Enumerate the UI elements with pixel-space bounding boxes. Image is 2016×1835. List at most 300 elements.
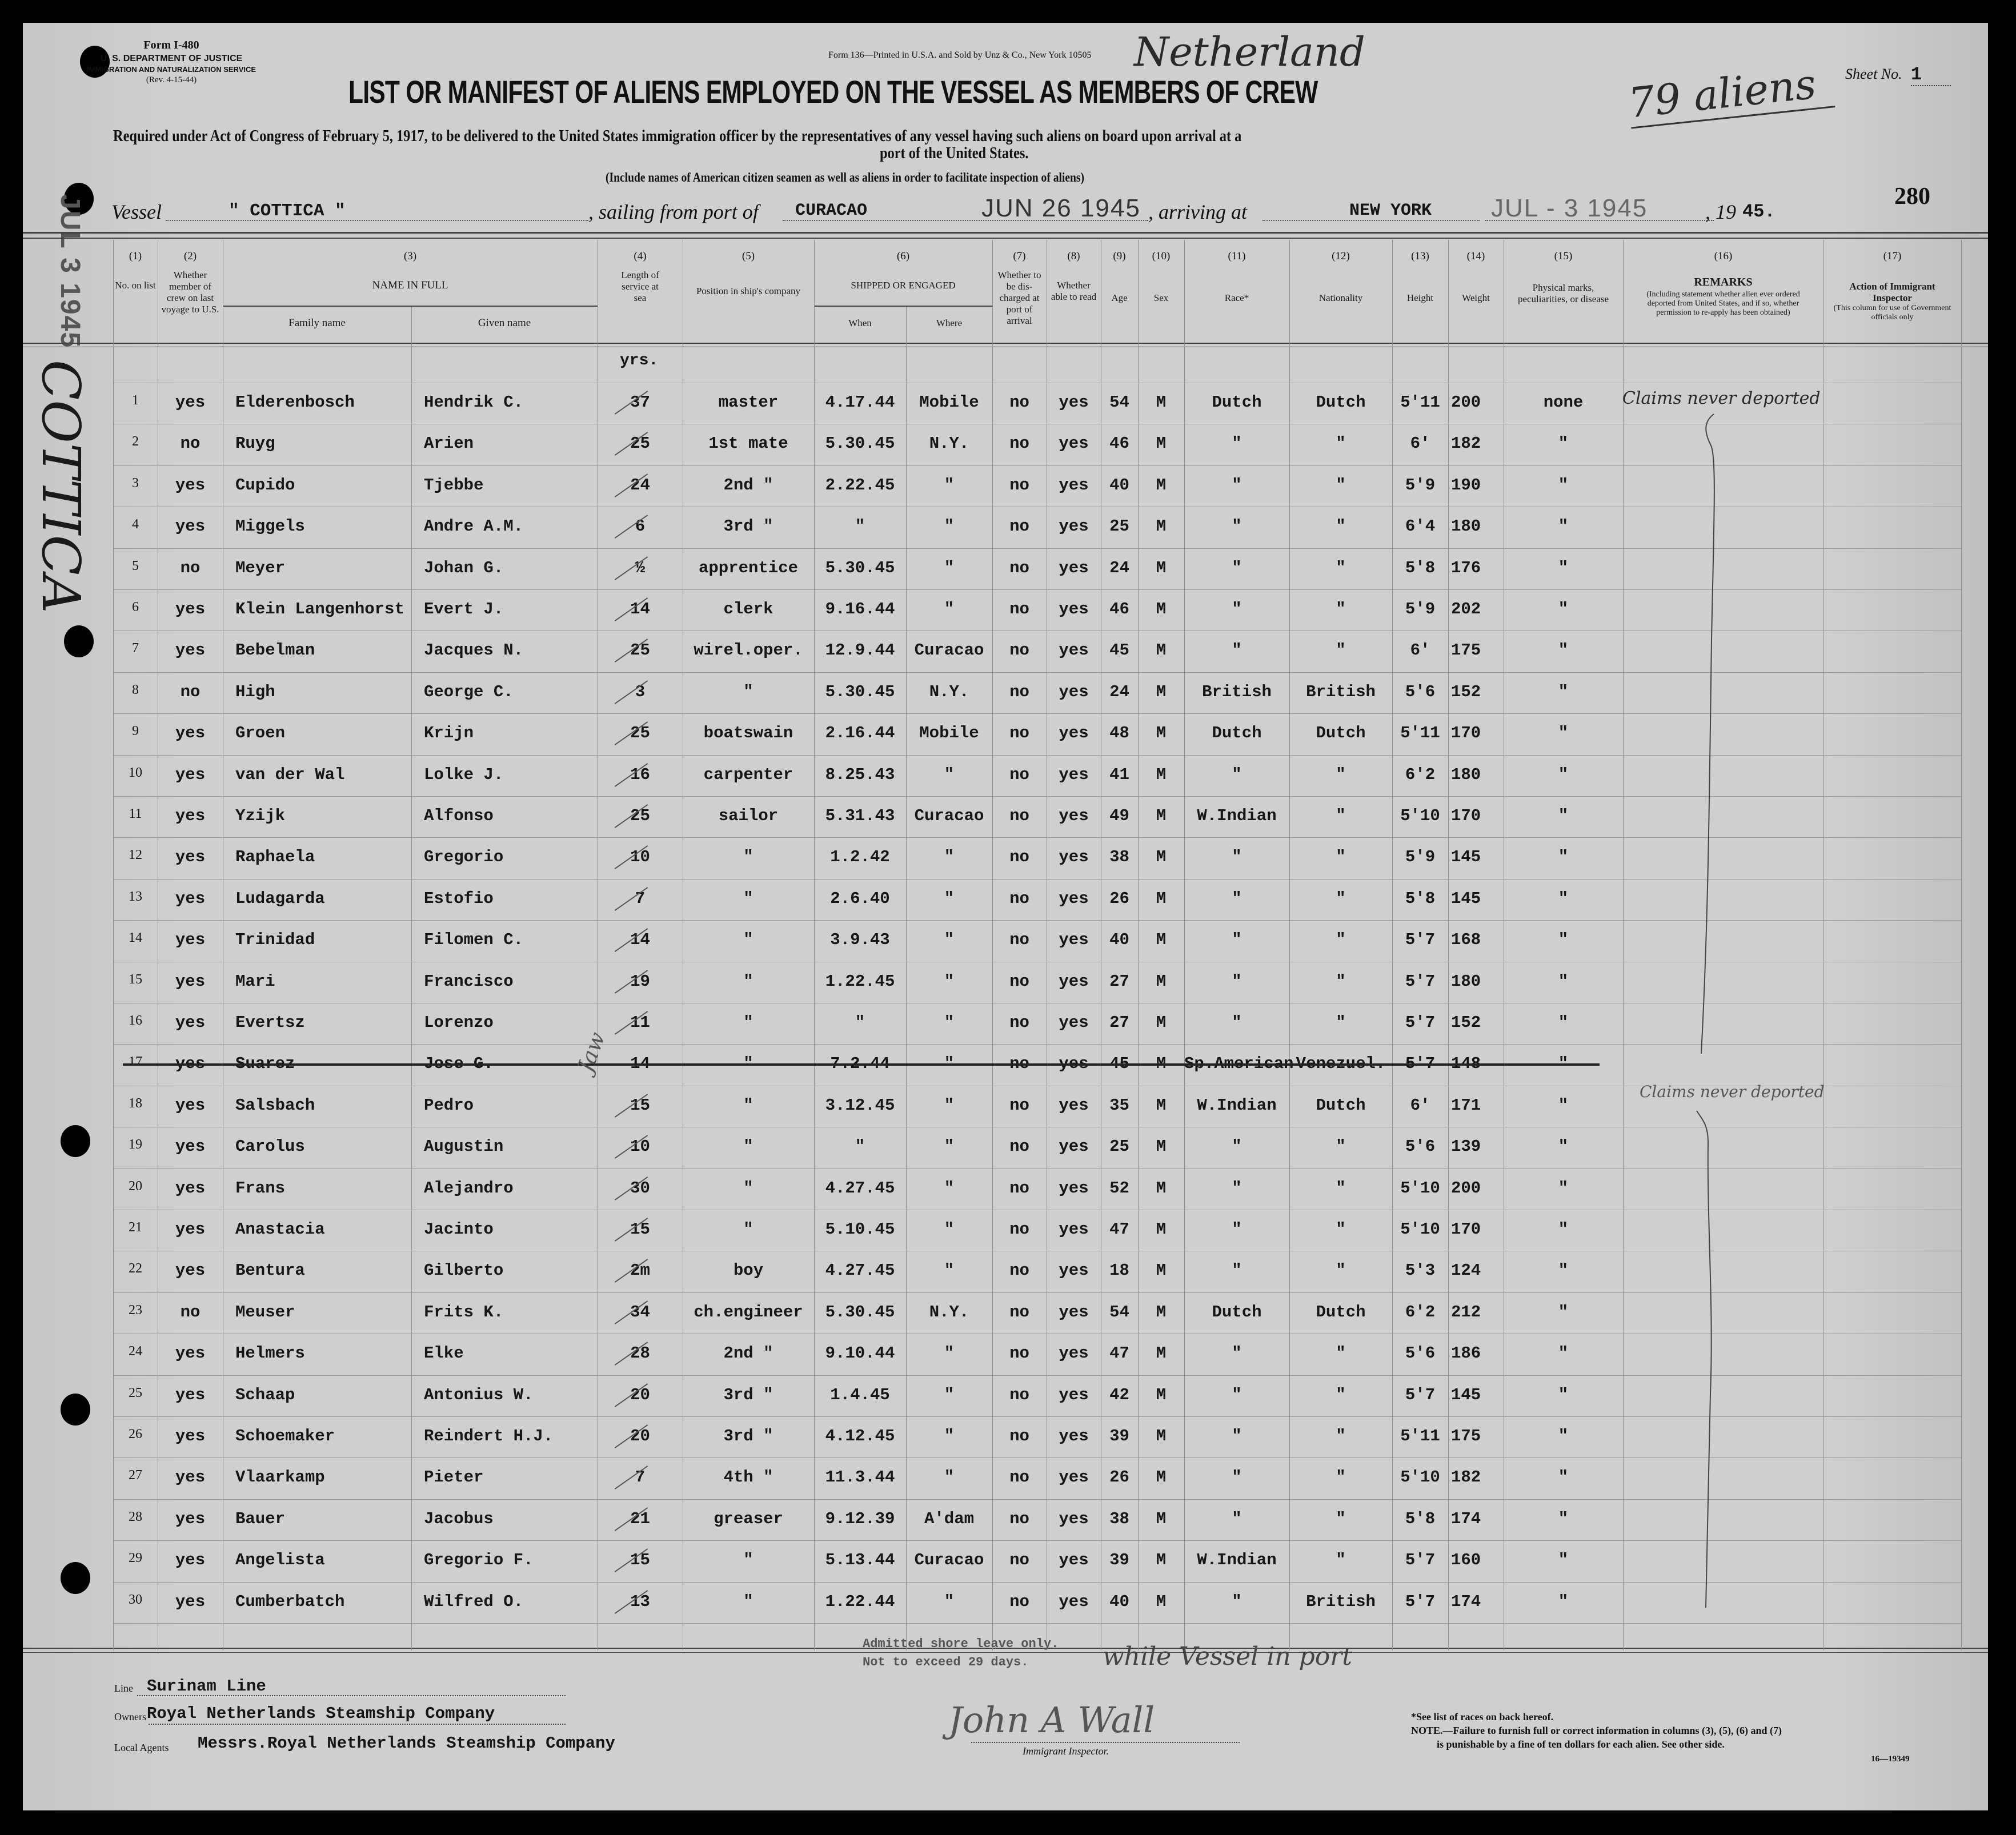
given-name-cell: Pedro: [424, 1096, 474, 1115]
weight-cell: 180: [1451, 972, 1481, 991]
col-1-number: (1): [129, 250, 142, 262]
service-length-cell: 25: [630, 434, 650, 453]
able-to-read-cell: yes: [1059, 724, 1089, 742]
position-cell: 3rd ": [723, 1427, 773, 1445]
physical-marks-cell: ": [1558, 848, 1569, 866]
given-name-cell: Pieter: [424, 1468, 484, 1487]
row-number-cell: 3: [132, 476, 139, 491]
sex-cell: M: [1156, 1303, 1167, 1322]
previous-voyage-cell: yes: [175, 517, 206, 536]
weight-cell: 168: [1451, 930, 1481, 949]
form-code: 16—19349: [1871, 1754, 1910, 1764]
row-number-cell: 18: [129, 1096, 142, 1111]
service-length-cell: 7: [635, 1468, 646, 1487]
service-length-cell: 10: [630, 1137, 650, 1156]
penalty-note-1: NOTE.—Failure to furnish full or correct information in columns (3), (5), (6) and (7): [1411, 1725, 1782, 1736]
row-divider: [113, 1499, 1961, 1500]
physical-marks-cell: ": [1558, 1592, 1569, 1611]
nationality-cell: ": [1336, 641, 1346, 660]
family-name-cell: Mari: [235, 972, 275, 991]
race-cell: ": [1232, 848, 1242, 866]
age-cell: 27: [1109, 972, 1129, 991]
printer-line: [828, 50, 1091, 61]
discharged-cell: no: [1009, 600, 1029, 619]
able-to-read-cell: yes: [1059, 972, 1089, 991]
year-value: 45.: [1742, 201, 1775, 222]
given-name-cell: Elke: [424, 1344, 464, 1363]
nationality-cell: ": [1336, 476, 1346, 495]
nationality-cell: ": [1336, 1427, 1346, 1445]
shipped-where-cell: ": [944, 1220, 955, 1239]
include-note: [606, 170, 1169, 185]
row-number-cell: 25: [129, 1386, 142, 1400]
able-to-read-cell: yes: [1059, 889, 1089, 908]
nationality-cell: ": [1336, 848, 1346, 866]
discharged-cell: no: [1009, 1220, 1029, 1239]
previous-voyage-cell: yes: [175, 806, 206, 825]
previous-voyage-cell: yes: [175, 1261, 206, 1280]
given-name-cell: Alfonso: [424, 806, 494, 825]
shipped-where-cell: ": [944, 517, 955, 536]
weight-cell: 182: [1451, 1468, 1481, 1487]
col-17-number: (17): [1883, 250, 1902, 262]
nationality-cell: ": [1336, 1509, 1346, 1528]
height-cell: 5'7: [1405, 1551, 1436, 1569]
given-name-cell: Gregorio: [424, 848, 504, 866]
sheet-label: Sheet No.: [1845, 66, 1902, 82]
family-name-cell: Ludagarda: [235, 889, 325, 908]
where-header: Where: [936, 318, 963, 328]
race-cell: British: [1202, 682, 1272, 701]
nationality-cell: Dutch: [1316, 1303, 1366, 1322]
sex-cell: M: [1156, 600, 1167, 619]
age-cell: 46: [1109, 434, 1129, 453]
family-name-cell: Raphaela: [235, 848, 315, 866]
age-cell: 39: [1109, 1551, 1129, 1569]
height-cell: 5'9: [1405, 476, 1436, 495]
row-number-cell: 14: [129, 930, 142, 945]
service-length-cell: 30: [630, 1179, 650, 1198]
able-to-read-cell: yes: [1059, 393, 1089, 412]
physical-marks-cell: ": [1558, 930, 1569, 949]
family-name-cell: Anastacia: [235, 1220, 325, 1239]
required-line-2-text: port of the United States.: [880, 144, 1029, 162]
service-length-cell: 14: [630, 600, 650, 619]
row-divider: [113, 1416, 1961, 1417]
age-cell: 24: [1109, 682, 1129, 701]
discharged-cell: no: [1009, 476, 1029, 495]
physical-marks-cell: ": [1558, 1509, 1569, 1528]
sex-cell: M: [1156, 1344, 1167, 1363]
position-cell: wirel.oper.: [694, 641, 803, 660]
age-cell: 45: [1109, 1054, 1129, 1073]
discharged-cell: no: [1009, 1179, 1029, 1198]
page-number: 280: [1894, 183, 1930, 210]
col-11-number: (11): [1228, 250, 1246, 262]
given-name-cell: Jacinto: [424, 1220, 494, 1239]
row-number-cell: 9: [132, 724, 139, 738]
race-cell: ": [1232, 1509, 1242, 1528]
sailing-port: CURACAO: [795, 201, 868, 220]
department: U. S. DEPARTMENT OF JUSTICE: [100, 54, 243, 63]
previous-voyage-cell: yes: [175, 1344, 206, 1363]
physical-marks-cell: ": [1558, 765, 1569, 784]
shipped-where-cell: ": [944, 1137, 955, 1156]
discharged-cell: no: [1009, 1137, 1029, 1156]
owners-label: Owners: [114, 1711, 146, 1722]
row-divider: [113, 879, 1961, 880]
able-to-read-cell: yes: [1059, 1054, 1089, 1073]
physical-marks-cell: ": [1558, 1179, 1569, 1198]
physical-marks-cell: ": [1558, 641, 1569, 660]
given-name-cell: Lolke J.: [424, 765, 504, 784]
previous-voyage-cell: yes: [175, 1592, 206, 1611]
row-number-cell: 21: [129, 1220, 142, 1235]
weight-cell: 212: [1451, 1303, 1481, 1322]
service-length-cell: 10: [630, 848, 650, 866]
previous-voyage-cell: yes: [175, 930, 206, 949]
nationality-cell: ": [1336, 1468, 1346, 1487]
name-subheader-rule: [223, 306, 598, 307]
age-cell: 18: [1109, 1261, 1129, 1280]
agents-value: Messrs.Royal Netherlands Steamship Company: [198, 1734, 615, 1753]
age-cell: 48: [1109, 724, 1129, 742]
position-cell: ": [743, 682, 754, 701]
position-cell: master: [718, 393, 779, 412]
sex-cell: M: [1156, 1592, 1167, 1611]
service-length-cell: 3: [635, 682, 646, 701]
nationality-cell: ": [1336, 1551, 1346, 1569]
given-name-cell: Jacques N.: [424, 641, 524, 660]
col-5-number: (5): [742, 250, 755, 262]
family-name-cell: Salsbach: [235, 1096, 315, 1115]
row-number-cell: 16: [129, 1013, 142, 1028]
printer-code: 10505: [1068, 50, 1092, 60]
physical-marks-cell: ": [1558, 476, 1569, 495]
service-name: IMMIGRATION AND NATURALIZATION SERVICE: [86, 65, 256, 74]
family-name-cell: Meyer: [235, 559, 286, 577]
sex-cell: M: [1156, 517, 1167, 536]
punch-hole: [61, 1394, 90, 1426]
col-6-number: (6): [896, 250, 910, 262]
sex-cell: M: [1156, 434, 1167, 453]
form-number: Form I-480: [143, 39, 199, 51]
discharged-cell: no: [1009, 1592, 1029, 1611]
col-13-header: Height: [1406, 292, 1434, 303]
shipped-where-cell: ": [944, 889, 955, 908]
physical-marks-cell: ": [1558, 1261, 1569, 1280]
service-length-cell: 14: [630, 1054, 650, 1073]
weight-cell: 145: [1451, 1386, 1481, 1404]
able-to-read-cell: yes: [1059, 1551, 1089, 1569]
previous-voyage-cell: no: [180, 559, 201, 577]
previous-voyage-cell: yes: [175, 889, 206, 908]
col-9-number: (9): [1113, 250, 1126, 262]
position-cell: 2nd ": [723, 476, 773, 495]
row-divider: [113, 1582, 1961, 1583]
row-divider: [113, 713, 1961, 714]
sex-cell: M: [1156, 1013, 1167, 1032]
service-unit: yrs.: [620, 352, 659, 370]
family-name-header: Family name: [288, 317, 346, 329]
family-name-cell: Vlaarkamp: [235, 1468, 325, 1487]
height-cell: 5'7: [1405, 930, 1436, 949]
discharged-cell: no: [1009, 1344, 1029, 1363]
position-cell: 2nd ": [723, 1344, 773, 1363]
given-name-cell: Johan G.: [424, 559, 504, 577]
family-name-cell: Cumberbatch: [235, 1592, 345, 1611]
col-15-header: Physical marks, peculiarities, or disease: [1517, 282, 1609, 304]
family-name-cell: Meuser: [235, 1303, 295, 1322]
row-divider: [113, 837, 1961, 838]
weight-cell: 171: [1451, 1096, 1481, 1115]
nationality-cell: ": [1336, 1179, 1346, 1198]
able-to-read-cell: yes: [1059, 1137, 1089, 1156]
previous-voyage-cell: yes: [175, 765, 206, 784]
given-name-cell: Gilberto: [424, 1261, 504, 1280]
physical-marks-cell: ": [1558, 972, 1569, 991]
position-cell: ": [743, 848, 754, 866]
discharged-cell: no: [1009, 889, 1029, 908]
nationality-cell: ": [1336, 889, 1346, 908]
previous-voyage-cell: yes: [175, 1220, 206, 1239]
able-to-read-cell: yes: [1059, 1468, 1089, 1487]
family-name-cell: Ruyg: [235, 434, 275, 453]
discharged-cell: no: [1009, 682, 1029, 701]
vessel-name: " COTTICA ": [229, 201, 346, 221]
shipped-where-cell: Mobile: [919, 724, 979, 742]
previous-voyage-cell: yes: [175, 1427, 206, 1445]
service-length-cell: 19: [630, 972, 650, 991]
family-name-cell: Helmers: [235, 1344, 305, 1363]
height-cell: 5'6: [1405, 1137, 1436, 1156]
race-cell: ": [1232, 765, 1242, 784]
given-name-cell: Krijn: [424, 724, 474, 742]
family-name-cell: Bebelman: [235, 641, 315, 660]
position-cell: boatswain: [703, 724, 793, 742]
shipped-when-cell: 5.30.45: [825, 682, 895, 701]
previous-voyage-cell: no: [180, 1303, 201, 1322]
height-cell: 5'8: [1405, 1509, 1436, 1528]
able-to-read-cell: yes: [1059, 434, 1089, 453]
height-cell: 6'2: [1405, 1303, 1436, 1322]
race-cell: Dutch: [1212, 724, 1262, 742]
position-cell: ch.engineer: [694, 1303, 803, 1322]
service-length-cell: 16: [630, 765, 650, 784]
arrival-date-stamp: JUL - 3 1945: [1491, 194, 1648, 222]
shipped-where-cell: N.Y.: [929, 1303, 969, 1322]
physical-marks-cell: ": [1558, 434, 1569, 453]
given-name-cell: Filomen C.: [424, 930, 524, 949]
shipped-when-cell: ": [855, 517, 865, 536]
race-cell: ": [1232, 1137, 1242, 1156]
form-revision: (Rev. 4-15-44): [146, 75, 197, 85]
race-cell: W.Indian: [1197, 1096, 1277, 1115]
physical-marks-cell: ": [1558, 1220, 1569, 1239]
shipped-where-cell: ": [944, 972, 955, 991]
row-number-cell: 11: [129, 806, 142, 821]
shipped-when-cell: 1.4.45: [830, 1386, 890, 1404]
row-number-cell: 1: [132, 393, 139, 408]
weight-cell: 175: [1451, 1427, 1481, 1445]
sex-cell: M: [1156, 765, 1167, 784]
required-line-1-text: Required under Act of Congress of February 5, 1917, to be delivered to the United States immigration officer by the representatives of any vessel having such aliens on board upon arrival at a: [113, 127, 1242, 145]
row-number-cell: 6: [132, 600, 139, 615]
age-cell: 25: [1109, 1137, 1129, 1156]
able-to-read-cell: yes: [1059, 1303, 1089, 1322]
given-name-cell: Gregorio F.: [424, 1551, 534, 1569]
sex-cell: M: [1156, 1179, 1167, 1198]
shipped-when-cell: 4.27.45: [825, 1179, 895, 1198]
physical-marks-cell: ": [1558, 1013, 1569, 1032]
shipped-when-cell: 2.6.40: [830, 889, 890, 908]
race-cell: ": [1232, 1261, 1242, 1280]
previous-voyage-cell: yes: [175, 972, 206, 991]
arriving-label: , arriving at: [1148, 200, 1248, 223]
shipped-where-cell: ": [944, 1054, 955, 1073]
row-number-cell: 10: [129, 765, 142, 780]
race-cell: Dutch: [1212, 1303, 1262, 1322]
required-line-2: [880, 144, 1057, 163]
family-name-cell: Schaap: [235, 1386, 295, 1404]
height-cell: 5'11: [1400, 724, 1440, 742]
shipped-when-cell: 5.10.45: [825, 1220, 895, 1239]
service-length-cell: 11: [630, 1013, 650, 1032]
col-17-header: Action of Immigrant Inspector: [1849, 281, 1935, 303]
shipped-when-cell: 5.30.45: [825, 434, 895, 453]
family-name-cell: High: [235, 682, 275, 701]
age-cell: 26: [1109, 1468, 1129, 1487]
able-to-read-cell: yes: [1059, 1220, 1089, 1239]
shipped-where-cell: ": [944, 1427, 955, 1445]
shipped-when-cell: 4.27.45: [825, 1261, 895, 1280]
age-cell: 41: [1109, 765, 1129, 784]
col-10-header: Sex: [1153, 292, 1169, 303]
height-cell: 5'11: [1400, 1427, 1440, 1445]
position-cell: 3rd ": [723, 1386, 773, 1404]
able-to-read-cell: yes: [1059, 765, 1089, 784]
page-title: [348, 73, 1624, 110]
sex-cell: M: [1156, 1096, 1167, 1115]
position-cell: clerk: [723, 600, 773, 619]
nationality-cell: ": [1336, 1137, 1346, 1156]
col-16-header: REMARKS: [1694, 276, 1753, 288]
weight-cell: 182: [1451, 434, 1481, 453]
race-cell: Sp.American: [1184, 1054, 1294, 1073]
row-number-cell: 4: [132, 517, 139, 532]
given-name-cell: Hendrik C.: [424, 393, 524, 412]
race-cell: ": [1232, 972, 1242, 991]
age-cell: 38: [1109, 1509, 1129, 1528]
weight-cell: 170: [1451, 724, 1481, 742]
weight-cell: 124: [1451, 1261, 1481, 1280]
age-cell: 42: [1109, 1386, 1129, 1404]
col-4-number: (4): [634, 250, 647, 262]
age-cell: 52: [1109, 1179, 1129, 1198]
service-length-cell: 14: [630, 930, 650, 949]
service-length-cell: 15: [630, 1551, 650, 1569]
age-cell: 49: [1109, 806, 1129, 825]
able-to-read-cell: yes: [1059, 806, 1089, 825]
discharged-cell: no: [1009, 1551, 1029, 1569]
family-name-cell: Yzijk: [235, 806, 286, 825]
position-cell: sailor: [718, 806, 779, 825]
family-name-cell: Angelista: [235, 1551, 325, 1569]
col-4-header: Length of service at sea: [621, 270, 659, 303]
position-cell: 4th ": [723, 1468, 773, 1487]
position-cell: ": [743, 1179, 754, 1198]
able-to-read-cell: yes: [1059, 641, 1089, 660]
family-name-cell: Bauer: [235, 1509, 286, 1528]
physical-marks-cell: ": [1558, 1137, 1569, 1156]
row-number-cell: 13: [129, 889, 142, 904]
race-cell: ": [1232, 476, 1242, 495]
service-length-cell: 15: [630, 1220, 650, 1239]
physical-marks-cell: ": [1558, 559, 1569, 577]
row-divider: [113, 796, 1961, 797]
service-length-cell: 25: [630, 806, 650, 825]
remarks-bracket-line: [1691, 411, 1725, 1057]
able-to-read-cell: yes: [1059, 930, 1089, 949]
nationality-cell: ": [1336, 600, 1346, 619]
nationality-cell: ": [1336, 1220, 1346, 1239]
row-number-cell: 24: [129, 1344, 142, 1359]
previous-voyage-cell: yes: [175, 1468, 206, 1487]
previous-voyage-cell: yes: [175, 476, 206, 495]
shipped-where-cell: ": [944, 476, 955, 495]
row-divider: [113, 589, 1961, 590]
height-cell: 6': [1410, 641, 1430, 660]
height-cell: 6'2: [1405, 765, 1436, 784]
sex-cell: M: [1156, 1468, 1167, 1487]
required-line-1: [113, 127, 1457, 146]
weight-cell: 160: [1451, 1551, 1481, 1569]
height-cell: 5'7: [1405, 1386, 1436, 1404]
row-number-cell: 19: [129, 1137, 142, 1152]
nationality-cell: ": [1336, 517, 1346, 536]
able-to-read-cell: yes: [1059, 1096, 1089, 1115]
age-cell: 47: [1109, 1344, 1129, 1363]
row-divider: [113, 1457, 1961, 1458]
row-number-cell: 30: [129, 1592, 142, 1607]
row-number-cell: 15: [129, 972, 142, 987]
race-cell: ": [1232, 641, 1242, 660]
service-length-cell: 6: [635, 517, 646, 536]
agents-label: Local Agents: [114, 1742, 169, 1753]
physical-marks-cell: ": [1558, 600, 1569, 619]
shipped-when-cell: 9.16.44: [825, 600, 895, 619]
height-cell: 5'7: [1405, 1013, 1436, 1032]
age-cell: 27: [1109, 1013, 1129, 1032]
service-length-cell: 28: [630, 1344, 650, 1363]
column-divider: [1961, 240, 1962, 1651]
weight-cell: 200: [1451, 393, 1481, 412]
col-14-number: (14): [1466, 250, 1485, 262]
service-length-cell: 20: [630, 1386, 650, 1404]
race-cell: ": [1232, 1427, 1242, 1445]
nationality-handwritten: Netherland: [1134, 29, 1365, 75]
height-cell: 6'4: [1405, 517, 1436, 536]
physical-marks-cell: ": [1558, 889, 1569, 908]
discharged-cell: no: [1009, 1261, 1029, 1280]
discharged-cell: no: [1009, 848, 1029, 866]
age-cell: 40: [1109, 1592, 1129, 1611]
previous-voyage-cell: yes: [175, 848, 206, 866]
given-name-cell: Francisco: [424, 972, 514, 991]
discharged-cell: no: [1009, 1096, 1029, 1115]
row-divider: [113, 755, 1961, 756]
height-cell: 5'10: [1400, 1468, 1440, 1487]
